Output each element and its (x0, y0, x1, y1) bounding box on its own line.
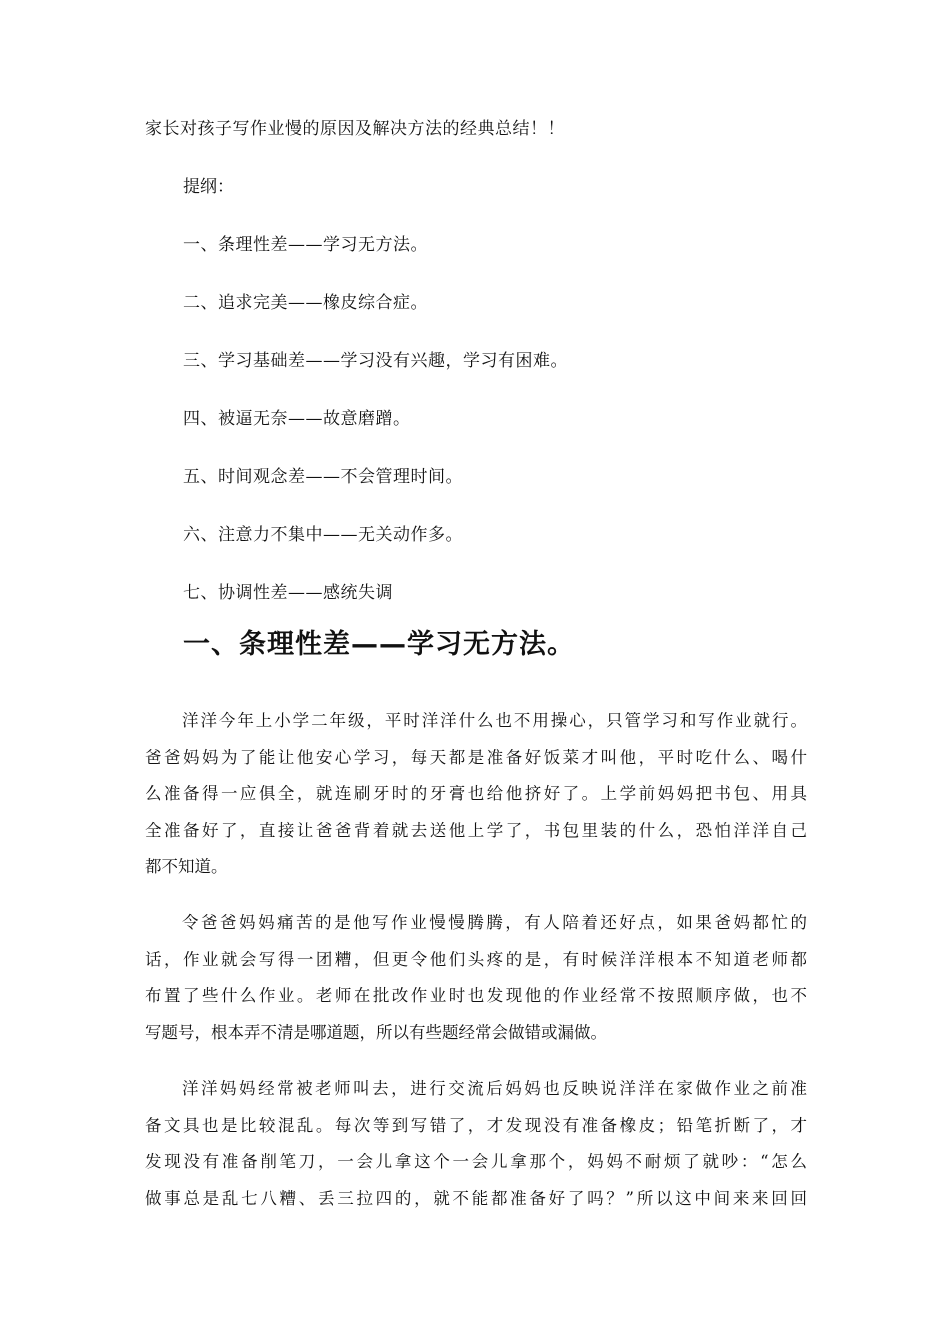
outline-item: 六、注意力不集中——无关动作多。 (183, 525, 463, 545)
document-title: 家长对孩子写作业慢的原因及解决方法的经典总结！！ (145, 119, 565, 139)
outline-item: 四、被逼无奈——故意磨蹭。 (183, 409, 411, 429)
paragraph-line: 爸爸妈妈为了能让他安心学习，每天都是准备好饭菜才叫他，平时吃什么、喝什 (145, 747, 807, 767)
paragraph-line: 都不知道。 (145, 857, 228, 876)
paragraph-line: 备文具也是比较混乱。每次等到写错了，才发现没有准备橡皮；铅笔折断了，才 (145, 1115, 807, 1135)
paragraph-line: 洋洋今年上小学二年级，平时洋洋什么也不用操心，只管学习和写作业就行。 (182, 711, 807, 730)
paragraph-line: 全准备好了，直接让爸爸背着就去送他上学了，书包里装的什么，恐怕洋洋自己 (145, 820, 807, 840)
paragraph-line: 做事总是乱七八糟、丢三拉四的，就不能都准备好了吗？”所以这中间来来回回 (145, 1188, 807, 1208)
outline-item: 三、学习基础差——学习没有兴趣，学习有困难。 (183, 351, 568, 371)
section-heading: 一、条理性差——学习无方法。 (183, 629, 575, 660)
paragraph-line: 洋洋妈妈经常被老师叫去，进行交流后妈妈也反映说洋洋在家做作业之前准 (182, 1079, 807, 1098)
outline-item: 一、条理性差——学习无方法。 (183, 235, 428, 255)
paragraph-line: 发现没有准备削笔刀，一会儿拿这个一会儿拿那个，妈妈不耐烦了就吵：“怎么 (145, 1152, 807, 1171)
paragraph-line: 写题号，根本弄不清是哪道题，所以有些题经常会做错或漏做。 (145, 1022, 607, 1042)
outline-item: 五、时间观念差——不会管理时间。 (183, 467, 463, 487)
paragraph-line: 么准备得一应俱全，就连刷牙时的牙膏也给他挤好了。上学前妈妈把书包、用具 (145, 784, 807, 803)
outline-item: 七、协调性差——感统失调 (183, 583, 393, 603)
body-paragraph (145, 905, 807, 1051)
paragraph-line: 令爸爸妈妈痛苦的是他写作业慢慢腾腾，有人陪着还好点，如果爸妈都忙的 (182, 913, 807, 932)
body-paragraph (145, 703, 807, 886)
paragraph-line: 话，作业就会写得一团糟，但更令他们头疼的是，有时候洋洋根本不知道老师都 (145, 949, 807, 969)
outline-item: 二、追求完美——橡皮综合症。 (183, 293, 428, 313)
paragraph-line: 布置了些什么作业。老师在批改作业时也发现他的作业经常不按照顺序做，也不 (145, 986, 807, 1005)
body-paragraph (145, 1071, 807, 1217)
outline-heading: 提纲： (183, 177, 234, 197)
